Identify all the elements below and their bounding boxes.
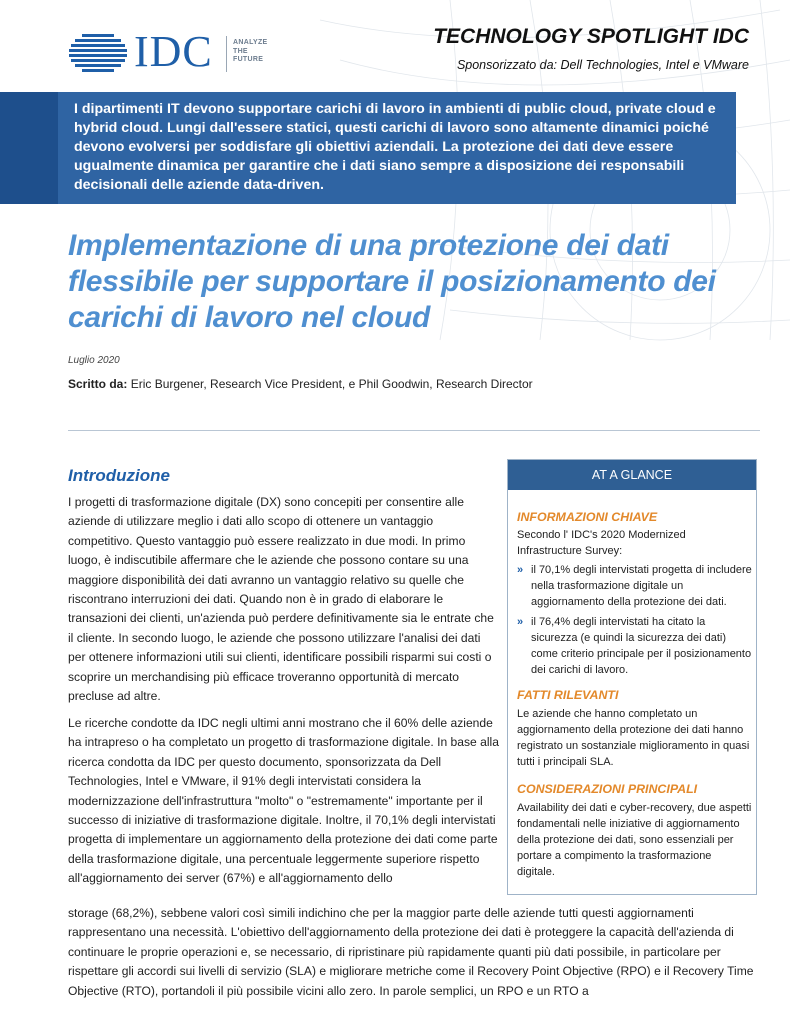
facts-text: Le aziende che hanno completato un aggiornamento della protezione dei dati hanno registrato un sostanziale miglioramento in quasi tutti i principali SLA. — [517, 708, 750, 768]
banner-text: I dipartimenti IT devono supportare carichi di lavoro in ambienti di public cloud, private cloud e hybrid cloud. Lungi dall'essere statici, questi carichi di lavoro sono altamente dinamici poiché devono evolversi per soddisfare gli obiettivi aziendali. La protezione dei dati deve essere ugualmente dinamica per garantire che i dati siano sempre a disposizione dei responsabili decisionali delle aziende data-driven. — [74, 101, 716, 193]
document-title: Implementazione di una protezione dei dati flessibile per supportare il posizionamento dei carichi di lavoro nel cloud — [68, 229, 716, 334]
considerations-text: Availability dei dati e cyber-recovery, due aspetti fondamentali nelle iniziative di aggiornamento della protezione dei dati, sono essenziali per portare a compimento la trasformazione digitale. — [517, 802, 752, 878]
author-line — [68, 377, 533, 391]
section-divider — [68, 430, 760, 431]
key-info-intro: Secondo l' IDC's 2020 Modernized Infrastructure Survey: — [517, 529, 686, 557]
key-info-heading: INFORMAZIONI CHIAVE — [517, 510, 658, 524]
bullet-glyph: » — [517, 564, 524, 576]
idc-globe-icon — [68, 34, 128, 74]
sponsor-line: Sponsorizzato da: Dell Technologies, Intel e VMware — [456, 58, 749, 72]
key-info-bullet: » il 76,4% degli intervistati ha citato la sicurezza (e quindi la sicurezza dei dati) come criterio principale per il posizionamento dei carichi di lavoro. — [517, 616, 752, 676]
logo-text: IDC — [134, 27, 213, 76]
summary-banner — [0, 92, 736, 204]
key-info-bullet: » il 70,1% degli intervistati progetta di includere nella trasformazione digitale un aggiornamento della protezione dei dati. — [517, 564, 752, 608]
at-a-glance-box — [507, 459, 757, 895]
author-names: Eric Burgener, Research Vice President, e Phil Goodwin, Research Director — [130, 377, 533, 391]
considerations-heading: CONSIDERAZIONI PRINCIPALI — [517, 782, 698, 796]
logo-divider — [226, 36, 227, 72]
bullet-glyph: » — [517, 616, 524, 628]
facts-heading: FATTI RILEVANTI — [517, 688, 619, 702]
intro-paragraph-1: I progetti di trasformazione digitale (DX) sono concepiti per consentire alle aziende di utilizzare meglio i dati allo scopo di ottenere un vantaggio competitivo. Questo vantaggio può essere realizzato in due modi. In primo luogo, è indiscutibile affermare che le aziende che possono contare su una maggiore disponibilità dei dati avranno un vantaggio relativo su quelle che riscontrano interruzioni dei dati. Quando non è in grado di elaborare le transazioni dei clienti, un'azienda può perdere definitivamente sia le entrate che il cliente. In secondo luogo, le aziende che possono utilizzare l'analisi dei dati per ottenere informazioni utili sui clienti, identificare possibili risparmi sui costi o scoprire un merchandising più efficace troveranno opportunità di mercato precluse ad altre. — [68, 495, 494, 704]
intro-paragraph-2: Le ricerche condotte da IDC negli ultimi anni mostrano che il 60% delle aziende ha intrapreso o ha completato un progetto di trasformazione digitale. In base alla ricerca condotta da IDC per questo documento, sponsorizzata da Dell Technologies, Intel e VMware, il 91% degli intervistati considera la modernizzazione dell'infrastruttura "molto" o "estremamente" importante per il successo di iniziative di trasformazione digitale. Inoltre, il 70,1% degli intervistati progetta di implementare un aggiornamento della protezione dei dati come parte della trasformazione digitale, una percentuale leggermente superiore rispetto all'aggiornamento dei server (67%) e all'aggiornamento dello — [68, 716, 499, 886]
at-a-glance-title: AT A GLANCE — [508, 460, 756, 490]
intro-paragraph-3: storage (68,2%), sebbene valori così simili indichino che per la maggior parte delle aziende tutti questi aggiornamenti rappresentano una necessità. L'obiettivo dell'aggiornamento della protezione dei dati è proteggere la capacità dell'azienda di continuare le proprie operazioni e, se necessario, di ripristinare più rapidamente quanti più dati possibile, in particolare per rispettare gli accordi sui livelli di servizio (SLA) e migliorare metriche come il Recovery Point Objective (RPO) e il Recovery Time Objective (RTO), portandoli il più possibile vicini allo zero. In parole semplici, un RPO e un RTO a — [68, 906, 754, 998]
spotlight-title: TECHNOLOGY SPOTLIGHT IDC — [433, 25, 749, 48]
idc-logo — [68, 27, 278, 76]
logo-tagline: ANALYZE THE FUTURE — [233, 39, 268, 63]
publication-date: Luglio 2020 — [68, 355, 120, 366]
author-label: Scritto da: — [68, 377, 128, 391]
banner-accent — [0, 92, 58, 204]
intro-heading: Introduzione — [68, 466, 170, 485]
